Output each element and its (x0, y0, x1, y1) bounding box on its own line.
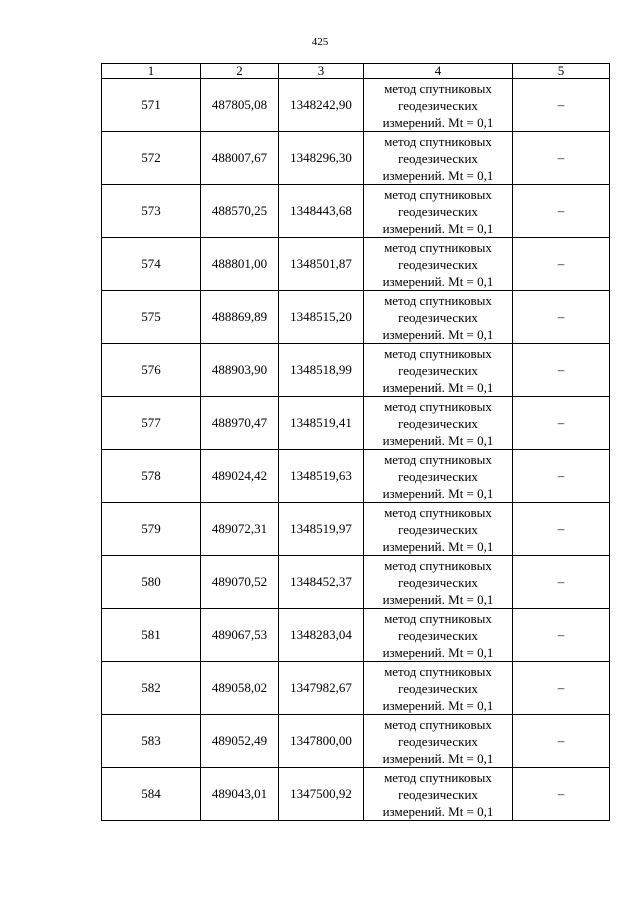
table-row (102, 238, 610, 291)
method-line-1: метод спутниковых (384, 769, 492, 785)
method-line-3: измерений. Mt = 0,1 (382, 750, 494, 766)
x-coordinate-cell: 488903,90 (201, 344, 279, 397)
y-coordinate-cell: 1347800,00 (279, 715, 364, 768)
x-coordinate-cell: 489024,42 (201, 450, 279, 503)
x-coordinate-cell: 489058,02 (201, 662, 279, 715)
x-coordinate-cell: 489070,52 (201, 556, 279, 609)
point-number-cell: 571 (102, 79, 201, 132)
method-line-1: метод спутниковых (384, 663, 492, 679)
method-line-3: измерений. Mt = 0,1 (382, 220, 494, 236)
table-row (102, 291, 610, 344)
x-coordinate-cell: 488970,47 (201, 397, 279, 450)
point-number-cell: 582 (102, 662, 201, 715)
method-cell (364, 397, 513, 450)
table-row (102, 503, 610, 556)
method-line-2: геодезических (398, 97, 478, 113)
method-line-2: геодезических (398, 256, 478, 272)
table-row (102, 132, 610, 185)
table-row (102, 79, 610, 132)
method-line-1: метод спутниковых (384, 80, 492, 96)
method-line-3: измерений. Mt = 0,1 (382, 697, 494, 713)
point-number-cell: 578 (102, 450, 201, 503)
y-coordinate-cell: 1348296,30 (279, 132, 364, 185)
note-cell: – (513, 344, 610, 397)
note-cell: – (513, 556, 610, 609)
x-coordinate-cell: 487805,08 (201, 79, 279, 132)
method-line-1: метод спутниковых (384, 292, 492, 308)
method-line-1: метод спутниковых (384, 186, 492, 202)
method-line-3: измерений. Mt = 0,1 (382, 326, 494, 342)
y-coordinate-cell: 1348519,41 (279, 397, 364, 450)
y-coordinate-cell: 1348515,20 (279, 291, 364, 344)
method-line-3: измерений. Mt = 0,1 (382, 485, 494, 501)
method-line-3: измерений. Mt = 0,1 (382, 803, 494, 819)
point-number-cell: 577 (102, 397, 201, 450)
table-body (102, 79, 610, 821)
x-coordinate-cell: 488007,67 (201, 132, 279, 185)
table-row (102, 344, 610, 397)
point-number-cell: 572 (102, 132, 201, 185)
note-cell: – (513, 662, 610, 715)
note-cell: – (513, 238, 610, 291)
y-coordinate-cell: 1348242,90 (279, 79, 364, 132)
note-cell: – (513, 185, 610, 238)
method-cell (364, 238, 513, 291)
note-cell: – (513, 450, 610, 503)
point-number-cell: 575 (102, 291, 201, 344)
y-coordinate-cell: 1348519,63 (279, 450, 364, 503)
column-header-2: 2 (201, 64, 279, 79)
method-cell (364, 79, 513, 132)
method-line-2: геодезических (398, 309, 478, 325)
note-cell: – (513, 79, 610, 132)
column-header-5: 5 (513, 64, 610, 79)
note-cell: – (513, 397, 610, 450)
method-line-1: метод спутниковых (384, 133, 492, 149)
y-coordinate-cell: 1348452,37 (279, 556, 364, 609)
table-row (102, 768, 610, 821)
note-cell: – (513, 132, 610, 185)
x-coordinate-cell: 489052,49 (201, 715, 279, 768)
method-line-2: геодезических (398, 521, 478, 537)
point-number-cell: 584 (102, 768, 201, 821)
method-line-2: геодезических (398, 468, 478, 484)
method-line-3: измерений. Mt = 0,1 (382, 379, 494, 395)
table-row (102, 662, 610, 715)
method-line-2: геодезических (398, 203, 478, 219)
method-line-3: измерений. Mt = 0,1 (382, 538, 494, 554)
table-row (102, 556, 610, 609)
x-coordinate-cell: 489067,53 (201, 609, 279, 662)
method-cell (364, 715, 513, 768)
page-number: 425 (311, 36, 329, 48)
note-cell: – (513, 503, 610, 556)
point-number-cell: 574 (102, 238, 201, 291)
point-number-cell: 581 (102, 609, 201, 662)
point-number-cell: 573 (102, 185, 201, 238)
y-coordinate-cell: 1348443,68 (279, 185, 364, 238)
point-number-cell: 576 (102, 344, 201, 397)
method-line-2: геодезических (398, 786, 478, 802)
point-number-cell: 583 (102, 715, 201, 768)
table-row (102, 397, 610, 450)
method-cell (364, 503, 513, 556)
x-coordinate-cell: 488570,25 (201, 185, 279, 238)
point-number-cell: 580 (102, 556, 201, 609)
method-cell (364, 132, 513, 185)
method-line-3: измерений. Mt = 0,1 (382, 273, 494, 289)
column-header-1: 1 (102, 64, 201, 79)
method-line-3: измерений. Mt = 0,1 (382, 591, 494, 607)
method-line-1: метод спутниковых (384, 504, 492, 520)
method-line-2: геодезических (398, 680, 478, 696)
table-row (102, 185, 610, 238)
table-row (102, 715, 610, 768)
method-cell (364, 344, 513, 397)
method-line-1: метод спутниковых (384, 451, 492, 467)
method-line-2: геодезических (398, 150, 478, 166)
method-line-2: геодезических (398, 627, 478, 643)
method-line-3: измерений. Mt = 0,1 (382, 167, 494, 183)
method-line-2: геодезических (398, 362, 478, 378)
method-line-1: метод спутниковых (384, 239, 492, 255)
method-line-3: измерений. Mt = 0,1 (382, 114, 494, 130)
table-row (102, 609, 610, 662)
y-coordinate-cell: 1348518,99 (279, 344, 364, 397)
y-coordinate-cell: 1347500,92 (279, 768, 364, 821)
method-cell (364, 556, 513, 609)
method-line-1: метод спутниковых (384, 345, 492, 361)
method-line-1: метод спутниковых (384, 610, 492, 626)
method-line-3: измерений. Mt = 0,1 (382, 432, 494, 448)
method-line-1: метод спутниковых (384, 716, 492, 732)
method-cell (364, 291, 513, 344)
note-cell: – (513, 768, 610, 821)
note-cell: – (513, 609, 610, 662)
method-line-1: метод спутниковых (384, 398, 492, 414)
method-line-2: геодезических (398, 733, 478, 749)
note-cell: – (513, 715, 610, 768)
note-cell: – (513, 291, 610, 344)
coordinates-table (101, 63, 610, 821)
y-coordinate-cell: 1348519,97 (279, 503, 364, 556)
method-cell (364, 768, 513, 821)
x-coordinate-cell: 488801,00 (201, 238, 279, 291)
x-coordinate-cell: 488869,89 (201, 291, 279, 344)
y-coordinate-cell: 1347982,67 (279, 662, 364, 715)
method-line-3: измерений. Mt = 0,1 (382, 644, 494, 660)
method-line-2: геодезических (398, 574, 478, 590)
y-coordinate-cell: 1348501,87 (279, 238, 364, 291)
point-number-cell: 579 (102, 503, 201, 556)
column-header-3: 3 (279, 64, 364, 79)
method-cell (364, 450, 513, 503)
column-header-4: 4 (364, 64, 513, 79)
y-coordinate-cell: 1348283,04 (279, 609, 364, 662)
method-line-1: метод спутниковых (384, 557, 492, 573)
x-coordinate-cell: 489072,31 (201, 503, 279, 556)
table-row (102, 450, 610, 503)
method-line-2: геодезических (398, 415, 478, 431)
method-cell (364, 609, 513, 662)
x-coordinate-cell: 489043,01 (201, 768, 279, 821)
method-cell (364, 662, 513, 715)
method-cell (364, 185, 513, 238)
table-header-row (102, 64, 610, 79)
